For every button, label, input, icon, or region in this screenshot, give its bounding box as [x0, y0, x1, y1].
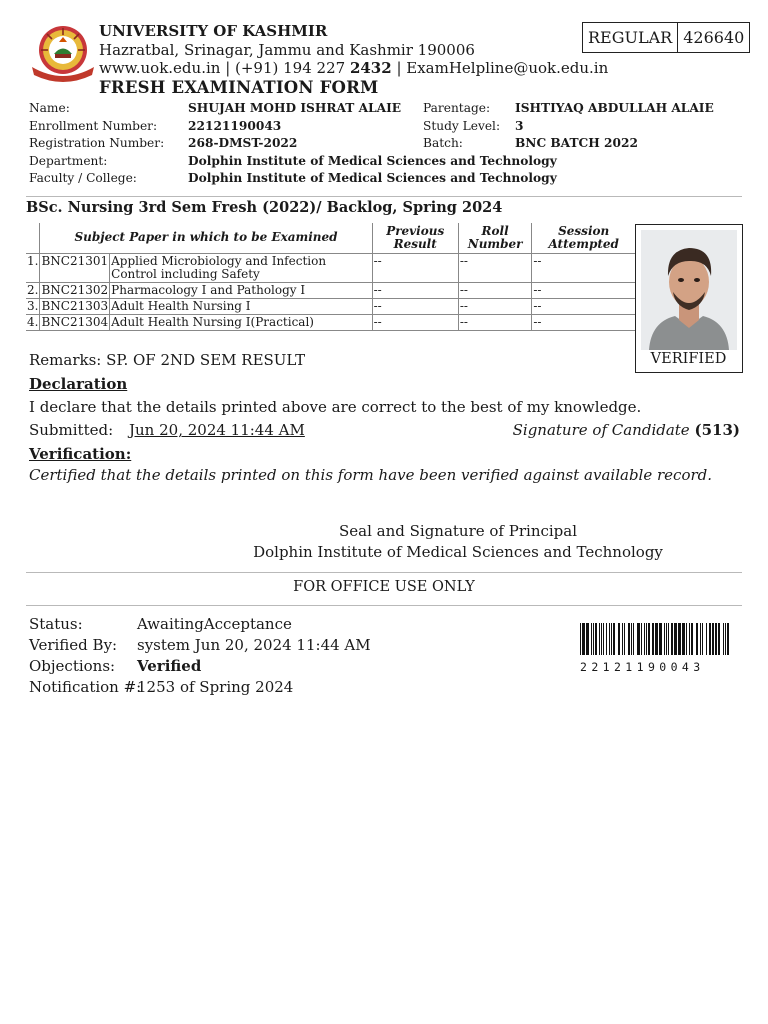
notification-label: Notification #: — [29, 678, 142, 696]
row-number: 3. — [27, 298, 39, 313]
status-value: AwaitingAcceptance — [137, 615, 292, 633]
parentage-label: Parentage: — [423, 101, 491, 115]
student-info — [29, 100, 739, 188]
faculty-value: Dolphin Institute of Medical Sciences and Technology — [188, 171, 557, 185]
university-address: Hazratbal, Srinagar, Jammu and Kashmir 190006 — [99, 41, 475, 59]
subject-code: BNC21301 — [40, 253, 110, 282]
office-use-heading: FOR OFFICE USE ONLY — [293, 579, 475, 595]
form-header — [26, 22, 746, 98]
roll-number: -- — [458, 282, 532, 298]
university-name: UNIVERSITY OF KASHMIR — [99, 22, 328, 40]
row-number: 1. — [26, 253, 40, 282]
student-name: SHUJAH MOHD ISHRAT ALAIE — [188, 101, 402, 115]
previous-result: -- — [372, 298, 458, 314]
info-row — [29, 100, 739, 118]
verified-by-value: system Jun 20, 2024 11:44 AM — [137, 636, 371, 654]
subject-code: BNC21302 — [41, 282, 109, 297]
table-header-row — [26, 223, 635, 253]
info-row — [29, 118, 739, 136]
signature-label: Signature of Candidate — [512, 421, 690, 439]
subject-code: BNC21304 — [41, 314, 109, 329]
objections-value: Verified — [137, 657, 202, 675]
person-photo-icon — [641, 230, 737, 350]
remarks: Remarks: SP. OF 2ND SEM RESULT — [29, 351, 306, 369]
form-title: FRESH EXAMINATION FORM — [99, 78, 379, 97]
faculty-label: Faculty / College: — [29, 171, 137, 185]
course-title: BSc. Nursing 3rd Sem Fresh (2022)/ Backlog, Spring 2024 — [26, 199, 503, 216]
barcode — [580, 623, 738, 674]
divider — [26, 196, 742, 197]
contact-suffix: | ExamHelpline@uok.edu.in — [391, 59, 609, 77]
previous-result: -- — [372, 282, 458, 298]
name-label: Name: — [29, 101, 70, 115]
verified-by-label: Verified By: — [29, 636, 118, 654]
contact-prefix: www.uok.edu.in | (+91) 194 227 — [99, 59, 350, 77]
header-session-attempted: Session Attempted — [532, 223, 635, 253]
roll-number: -- — [458, 314, 532, 330]
enrollment-label: Enrollment Number: — [29, 118, 158, 133]
registration-label: Registration Number: — [29, 136, 165, 150]
form-number-box — [582, 22, 750, 53]
enrollment-value: 22121190043 — [188, 118, 282, 133]
divider — [26, 605, 742, 606]
roll-number: -- — [458, 298, 532, 314]
department-value: Dolphin Institute of Medical Sciences and Technology — [188, 153, 557, 168]
roll-number: -- — [458, 253, 532, 282]
photo-box — [635, 224, 743, 373]
candidate-photo — [641, 230, 737, 350]
header-blank — [26, 223, 40, 253]
subject-title: Pharmacology I and Pathology I — [110, 282, 372, 298]
candidate-signature — [513, 421, 740, 439]
info-row — [29, 153, 739, 171]
form-number: 426640 — [677, 23, 749, 52]
photo-status: VERIFIED — [650, 351, 727, 367]
status-label: Status: — [29, 615, 83, 633]
notification-value: 1253 of Spring 2024 — [137, 678, 294, 696]
info-row — [29, 135, 739, 153]
submitted-label: Submitted: — [29, 421, 114, 439]
batch-label: Batch: — [423, 136, 463, 150]
signature-number: (513) — [694, 421, 740, 439]
header-subject: Subject Paper in which to be Examined — [40, 223, 372, 253]
barcode-text: 22121190043 — [580, 660, 705, 674]
previous-result: -- — [372, 314, 458, 330]
seal-line-1: Seal and Signature of Principal — [338, 522, 578, 540]
subject-title: Applied Microbiology and Infection Control including Safety — [110, 253, 372, 282]
objections-label: Objections: — [29, 657, 116, 675]
contact-ext: 2432 — [349, 59, 392, 77]
subject-title: Adult Health Nursing I(Practical) — [110, 314, 372, 330]
row-number: 2. — [27, 282, 39, 297]
header-previous-result: Previous Result — [372, 223, 458, 253]
subjects-table — [26, 223, 635, 331]
verification-heading: Verification: — [29, 445, 132, 463]
registration-value: 268-DMST-2022 — [188, 136, 298, 150]
subject-title: Adult Health Nursing I — [110, 298, 372, 314]
session-attempted: -- — [532, 253, 635, 282]
previous-result: -- — [372, 253, 458, 282]
session-attempted: -- — [532, 314, 635, 330]
submitted-value: Jun 20, 2024 11:44 AM — [129, 421, 305, 439]
contact-line — [99, 59, 608, 77]
subject-code: BNC21303 — [41, 298, 109, 313]
batch-value: BNC BATCH 2022 — [515, 136, 638, 150]
study-level-label: Study Level: — [423, 118, 501, 133]
barcode-icon — [580, 623, 732, 655]
table-row — [26, 314, 635, 330]
divider — [26, 572, 742, 573]
session-attempted: -- — [532, 298, 635, 314]
session-attempted: -- — [532, 282, 635, 298]
header-roll-number: Roll Number — [458, 223, 532, 253]
verification-text: Certified that the details printed on this form have been verified against available record. — [29, 466, 713, 484]
study-level-value: 3 — [515, 118, 524, 133]
table-row — [26, 298, 635, 314]
university-logo — [26, 23, 100, 83]
table-row — [26, 253, 635, 282]
seal-line-2: Dolphin Institute of Medical Sciences and Technology — [253, 543, 663, 561]
exam-type: REGULAR — [588, 28, 673, 47]
declaration-heading: Declaration — [29, 375, 128, 393]
declaration-text: I declare that the details printed above are correct to the best of my knowledge. — [29, 398, 642, 416]
table-row — [26, 282, 635, 298]
info-row — [29, 170, 739, 188]
parentage-value: ISHTIYAQ ABDULLAH ALAIE — [515, 101, 714, 115]
department-label: Department: — [29, 153, 108, 168]
row-number: 4. — [27, 314, 39, 329]
